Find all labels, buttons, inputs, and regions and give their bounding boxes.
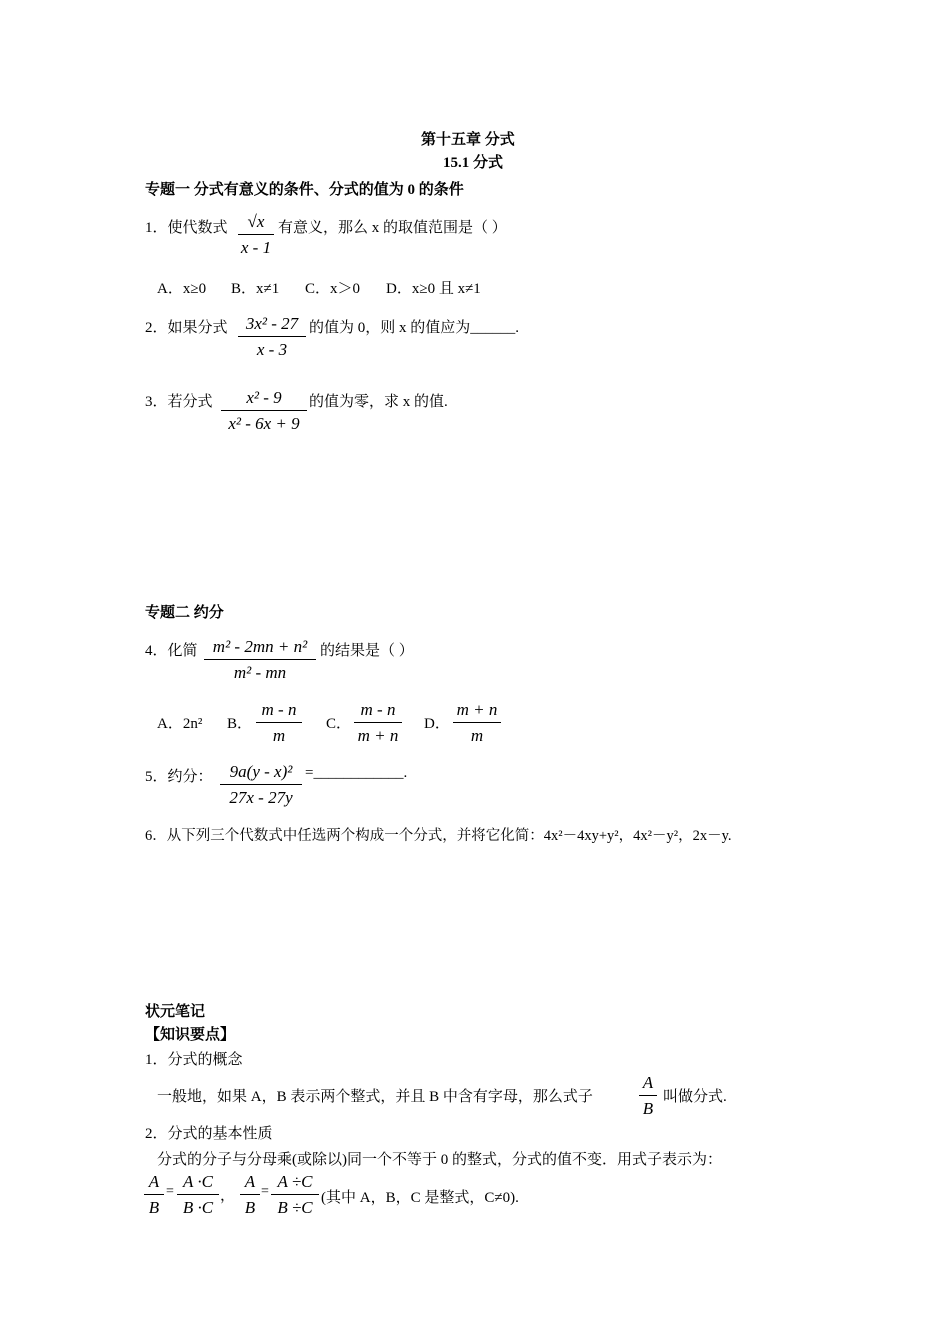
q1-denominator: x - 1 [240,238,272,257]
notes-title: 状元笔记 [145,1004,206,1020]
notes-point1-text: 一般地，如果 A，B 表示两个整式，并且 B 中含有字母，那么式子 [157,1089,593,1105]
notes-formula-equals-2: = [261,1184,269,1199]
q5-fraction [220,761,302,810]
notes-point1-denominator: B [642,1099,654,1118]
q4-suffix: 的结果是（ ） [320,643,414,659]
q4-option-a: A．2n² [157,716,203,732]
q3-prefix: 3．若分式 [145,394,213,410]
q3-numerator: x² - 9 [221,387,307,411]
q6-text: 6．从下列三个代数式中任选两个构成一个分式，并将它化简：4x²－4xy+y²，4x²－y²，2x－y. [145,828,732,844]
q4-option-d-fraction [453,699,501,748]
notes-formula-comma: ， [220,1188,236,1204]
notes-formula-equals-1: = [166,1184,174,1199]
q4-option-b-denominator: m [272,726,286,745]
q4-fraction [204,636,316,685]
q4-option-d-numerator: m + n [453,699,501,723]
notes-formula-2-denominator: B ·C [182,1198,214,1217]
q5-suffix: =____________. [305,765,408,781]
notes-formula-fraction-1 [144,1171,164,1220]
notes-formula-4-numerator: A ÷C [271,1171,319,1195]
q5-denominator: 27x - 27y [229,788,293,807]
q1-fraction [238,211,274,260]
q1-option-d: D．x≥0 且 x≠1 [386,281,481,297]
notes-formula-4-denominator: B ÷C [277,1198,313,1217]
section-title: 15.1 分式 [443,155,504,171]
q4-prefix: 4．化简 [145,643,198,659]
q2-fraction [238,313,306,362]
q3-denominator: x² - 6x + 9 [228,414,300,433]
q3-suffix: 的值为零，求 x 的值. [309,394,448,410]
q4-option-d-label: D． [424,716,450,732]
notes-point1-tail: 叫做分式. [663,1089,727,1105]
notes-formula-fraction-3 [240,1171,260,1220]
q1-option-b: B．x≠1 [231,281,280,297]
notes-formula-3-denominator: B [244,1198,256,1217]
q5-numerator: 9a(y - x)² [220,761,302,785]
topic1-title: 专题一 分式有意义的条件、分式的值为 0 的条件 [145,182,464,198]
q4-option-c-label: C． [326,716,352,732]
q4-denominator: m² - mn [233,663,287,682]
notes-formula-fraction-4 [271,1171,319,1220]
q4-option-c-fraction [354,699,402,748]
q4-option-b-numerator: m - n [256,699,302,723]
q4-option-c-numerator: m - n [354,699,402,723]
q2-numerator: 3x² - 27 [238,313,306,337]
q5-prefix: 5．约分： [145,769,213,785]
notes-point1-numerator: A [639,1072,657,1096]
q2-prefix: 2．如果分式 [145,320,228,336]
q3-fraction [221,387,307,436]
q4-option-b-fraction [256,699,302,748]
notes-formula-fraction-2 [177,1171,219,1220]
q4-option-b-label: B． [227,716,253,732]
notes-point1-fraction [639,1072,657,1121]
q4-option-c-denominator: m + n [357,726,399,745]
q1-option-c: C．x＞0 [305,281,361,297]
notes-formula-1-denominator: B [148,1198,160,1217]
q4-numerator: m² - 2mn + n² [204,636,316,660]
q1-prefix: 1．使代数式 [145,220,228,236]
notes-point2-title: 2．分式的基本性质 [145,1126,273,1142]
notes-formula-1-numerator: A [144,1171,164,1195]
topic2-title: 专题二 约分 [145,605,224,621]
q2-denominator: x - 3 [256,340,288,359]
chapter-title: 第十五章 分式 [421,132,515,148]
q1-suffix: 有意义，那么 x 的取值范围是（ ） [278,220,507,236]
q1-numerator: √x [238,211,274,235]
notes-point1-title: 1．分式的概念 [145,1052,243,1068]
notes-formula-3-numerator: A [240,1171,260,1195]
notes-formula-tail: (其中 A，B，C 是整式，C≠0). [321,1190,519,1206]
notes-formula-2-numerator: A ·C [177,1171,219,1195]
q2-suffix: 的值为 0，则 x 的值应为______. [309,320,520,336]
notes-subtitle: 【知识要点】 [145,1027,236,1043]
notes-point2-text: 分式的分子与分母乘(或除以)同一个不等于 0 的整式，分式的值不变．用式子表示为： [157,1152,722,1168]
q1-option-a: A．x≥0 [157,281,207,297]
q4-option-d-denominator: m [470,726,484,745]
